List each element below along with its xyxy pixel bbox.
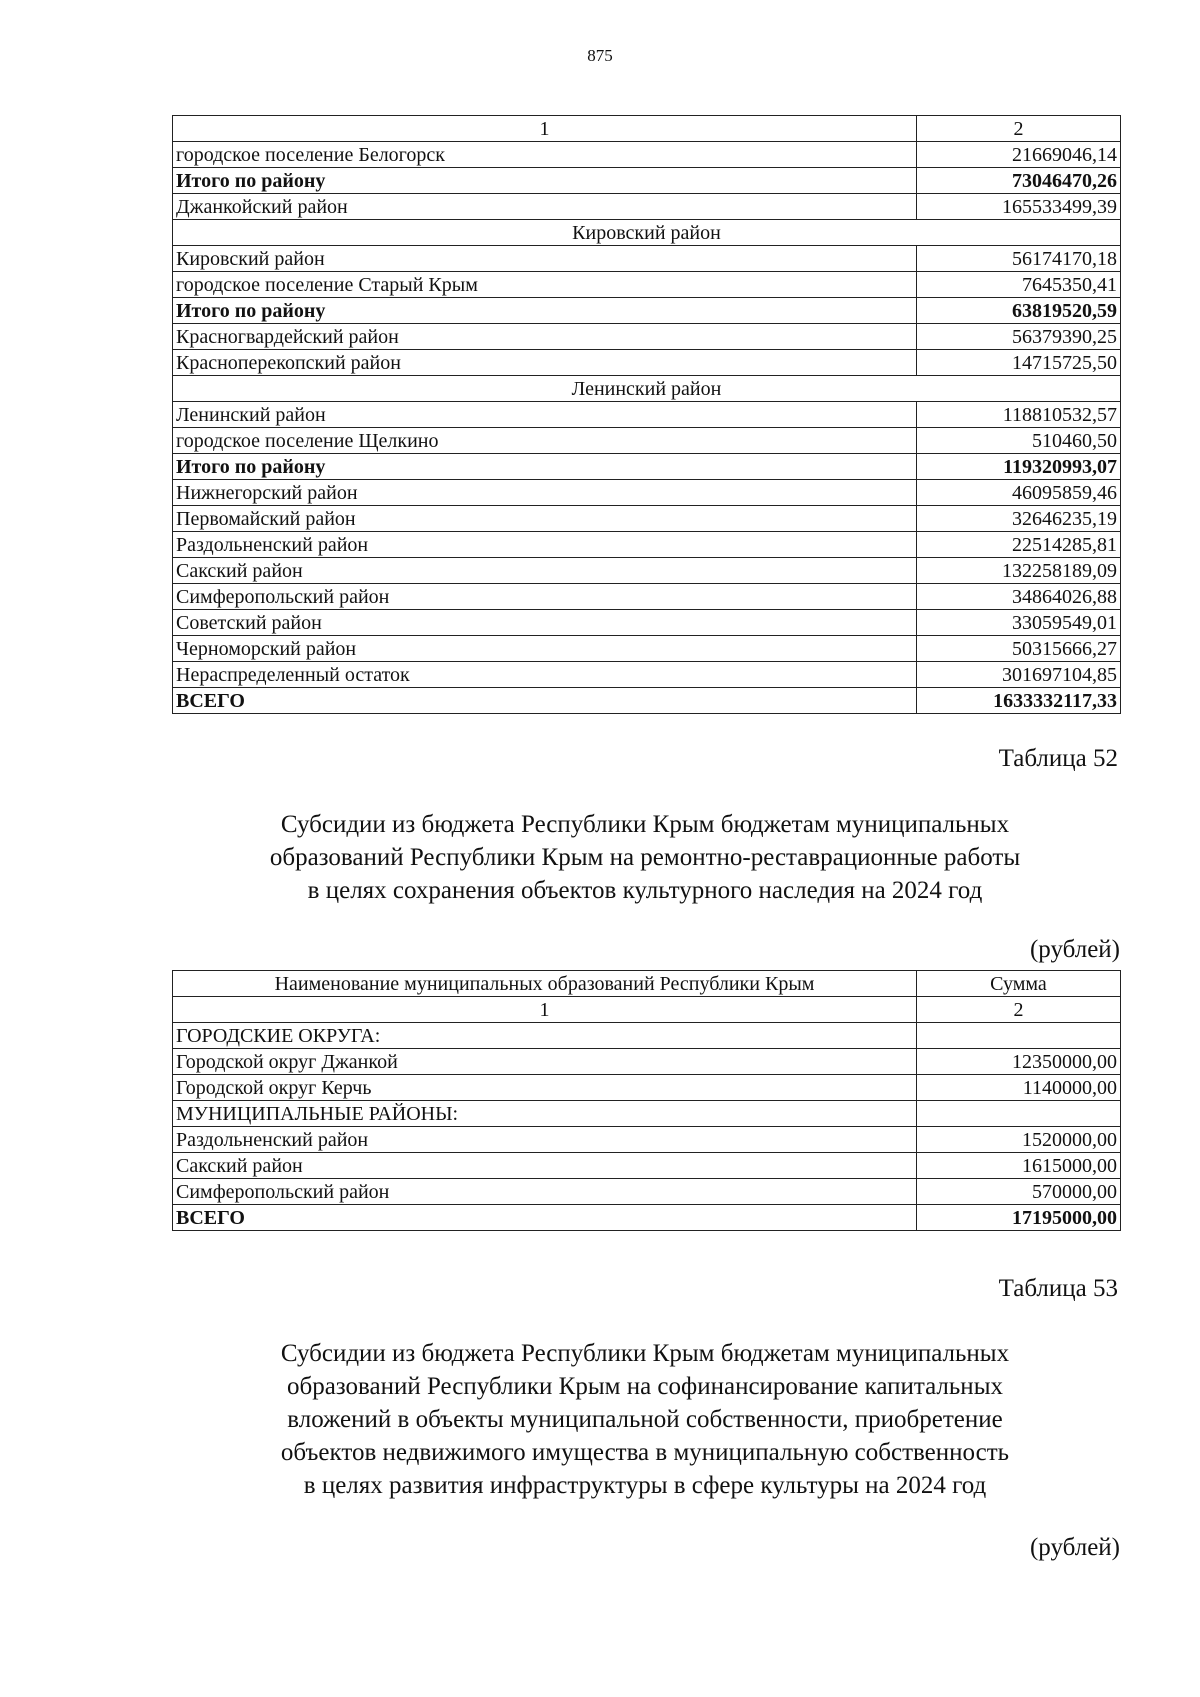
row-value: 33059549,01 [917, 610, 1121, 636]
section-name: Ленинский район [173, 376, 1121, 402]
table-52-title-line: Субсидии из бюджета Республики Крым бюджетам муниципальных [280, 811, 1010, 838]
table-row [173, 1023, 1121, 1049]
column-number-row [173, 116, 1121, 142]
row-name: Симферопольский район [173, 584, 917, 610]
row-value: 132258189,09 [917, 558, 1121, 584]
row-name: Сакский район [173, 1153, 917, 1179]
table-52-units: (рублей) [1029, 936, 1120, 963]
table-row [173, 1179, 1121, 1205]
table-52 [172, 970, 1121, 1231]
row-value: 14715725,50 [917, 350, 1121, 376]
column-number-2: 2 [917, 997, 1121, 1023]
column-number-1: 1 [173, 116, 917, 142]
header-sum: Сумма [917, 971, 1121, 997]
table-53-title-line: образований Республики Крым на софинансирование капитальных [286, 1373, 1003, 1400]
table-52-title-line: образований Республики Крым на ремонтно-реставрационные работы [269, 844, 1021, 871]
row-value: 21669046,14 [917, 142, 1121, 168]
row-name: Кировский район [173, 246, 917, 272]
page-number: 875 [587, 46, 613, 65]
header-row [173, 971, 1121, 997]
table-53-label: Таблица 53 [998, 1275, 1118, 1302]
row-name: Черноморский район [173, 636, 917, 662]
row-name: Джанкойский район [173, 194, 917, 220]
table-row [173, 610, 1121, 636]
row-value [917, 1101, 1121, 1127]
row-value [917, 1023, 1121, 1049]
row-name: Советский район [173, 610, 917, 636]
row-name: Нераспределенный остаток [173, 662, 917, 688]
table-row [173, 168, 1121, 194]
row-value: 1520000,00 [917, 1127, 1121, 1153]
row-value: 22514285,81 [917, 532, 1121, 558]
table-row [173, 454, 1121, 480]
table-53-title-line: в целях развития инфраструктуры в сфере культуры на 2024 год [303, 1472, 987, 1499]
table-52-label: Таблица 52 [998, 745, 1118, 772]
row-name: Итого по району [173, 168, 917, 194]
row-value: 73046470,26 [917, 168, 1121, 194]
row-name: Раздольненский район [173, 1127, 917, 1153]
row-value: 510460,50 [917, 428, 1121, 454]
table-row [173, 558, 1121, 584]
row-name: Итого по району [173, 298, 917, 324]
row-value: 118810532,57 [917, 402, 1121, 428]
row-value: 1140000,00 [917, 1075, 1121, 1101]
table-row [173, 1075, 1121, 1101]
table-row [173, 1101, 1121, 1127]
table-row [173, 662, 1121, 688]
table-row [173, 272, 1121, 298]
table-row [173, 636, 1121, 662]
row-name: Нижнегорский район [173, 480, 917, 506]
table-row [173, 350, 1121, 376]
table-53-title-line: объектов недвижимого имущества в муниципальную собственность [280, 1439, 1010, 1466]
row-name: ВСЕГО [173, 688, 917, 714]
row-name: Ленинский район [173, 402, 917, 428]
section-row [173, 376, 1121, 402]
row-value: 7645350,41 [917, 272, 1121, 298]
table-row [173, 298, 1121, 324]
table-row [173, 532, 1121, 558]
table-row [173, 480, 1121, 506]
row-name: Городской округ Джанкой [173, 1049, 917, 1075]
row-name: Раздольненский район [173, 532, 917, 558]
row-name: Симферопольский район [173, 1179, 917, 1205]
table-52-title [0, 808, 1200, 907]
column-number-2: 2 [917, 116, 1121, 142]
row-value: 301697104,85 [917, 662, 1121, 688]
section-row [173, 220, 1121, 246]
row-name: ГОРОДСКИЕ ОКРУГА: [173, 1023, 917, 1049]
row-value: 570000,00 [917, 1179, 1121, 1205]
column-number-1: 1 [173, 997, 917, 1023]
row-value: 1615000,00 [917, 1153, 1121, 1179]
row-name: Красноперекопский район [173, 350, 917, 376]
row-name: городское поселение Старый Крым [173, 272, 917, 298]
table-53-units: (рублей) [1029, 1534, 1120, 1561]
row-value: 12350000,00 [917, 1049, 1121, 1075]
row-value: 50315666,27 [917, 636, 1121, 662]
row-value: 63819520,59 [917, 298, 1121, 324]
table-row [173, 402, 1121, 428]
row-value: 56174170,18 [917, 246, 1121, 272]
table-row [173, 506, 1121, 532]
row-value: 32646235,19 [917, 506, 1121, 532]
table-52-title-line: в целях сохранения объектов культурного наследия на 2024 год [307, 877, 983, 904]
row-name: городское поселение Белогорск [173, 142, 917, 168]
table-53-title [0, 1337, 1200, 1502]
row-name: Городской округ Керчь [173, 1075, 917, 1101]
table-53-title-line: вложений в объекты муниципальной собственности, приобретение [287, 1406, 1003, 1433]
column-number-row [173, 997, 1121, 1023]
row-value: 165533499,39 [917, 194, 1121, 220]
table-row [173, 1049, 1121, 1075]
table-row [173, 688, 1121, 714]
table-row [173, 324, 1121, 350]
section-name: Кировский район [173, 220, 1121, 246]
row-value: 17195000,00 [917, 1205, 1121, 1231]
table-row [173, 1205, 1121, 1231]
row-name: ВСЕГО [173, 1205, 917, 1231]
row-value: 119320993,07 [917, 454, 1121, 480]
table-row [173, 194, 1121, 220]
table-row [173, 1153, 1121, 1179]
row-name: Итого по району [173, 454, 917, 480]
table-row [173, 1127, 1121, 1153]
table-row [173, 428, 1121, 454]
table-row [173, 142, 1121, 168]
header-name: Наименование муниципальных образований Республики Крым [173, 971, 917, 997]
table-row [173, 584, 1121, 610]
budget-table-continued [172, 115, 1121, 714]
table-53-title-line: Субсидии из бюджета Республики Крым бюджетам муниципальных [280, 1340, 1010, 1367]
row-value: 46095859,46 [917, 480, 1121, 506]
row-value: 34864026,88 [917, 584, 1121, 610]
row-name: Первомайский район [173, 506, 917, 532]
row-name: городское поселение Щелкино [173, 428, 917, 454]
row-value: 1633332117,33 [917, 688, 1121, 714]
row-name: Сакский район [173, 558, 917, 584]
table-row [173, 246, 1121, 272]
row-value: 56379390,25 [917, 324, 1121, 350]
row-name: Красногвардейский район [173, 324, 917, 350]
row-name: МУНИЦИПАЛЬНЫЕ РАЙОНЫ: [173, 1101, 917, 1127]
